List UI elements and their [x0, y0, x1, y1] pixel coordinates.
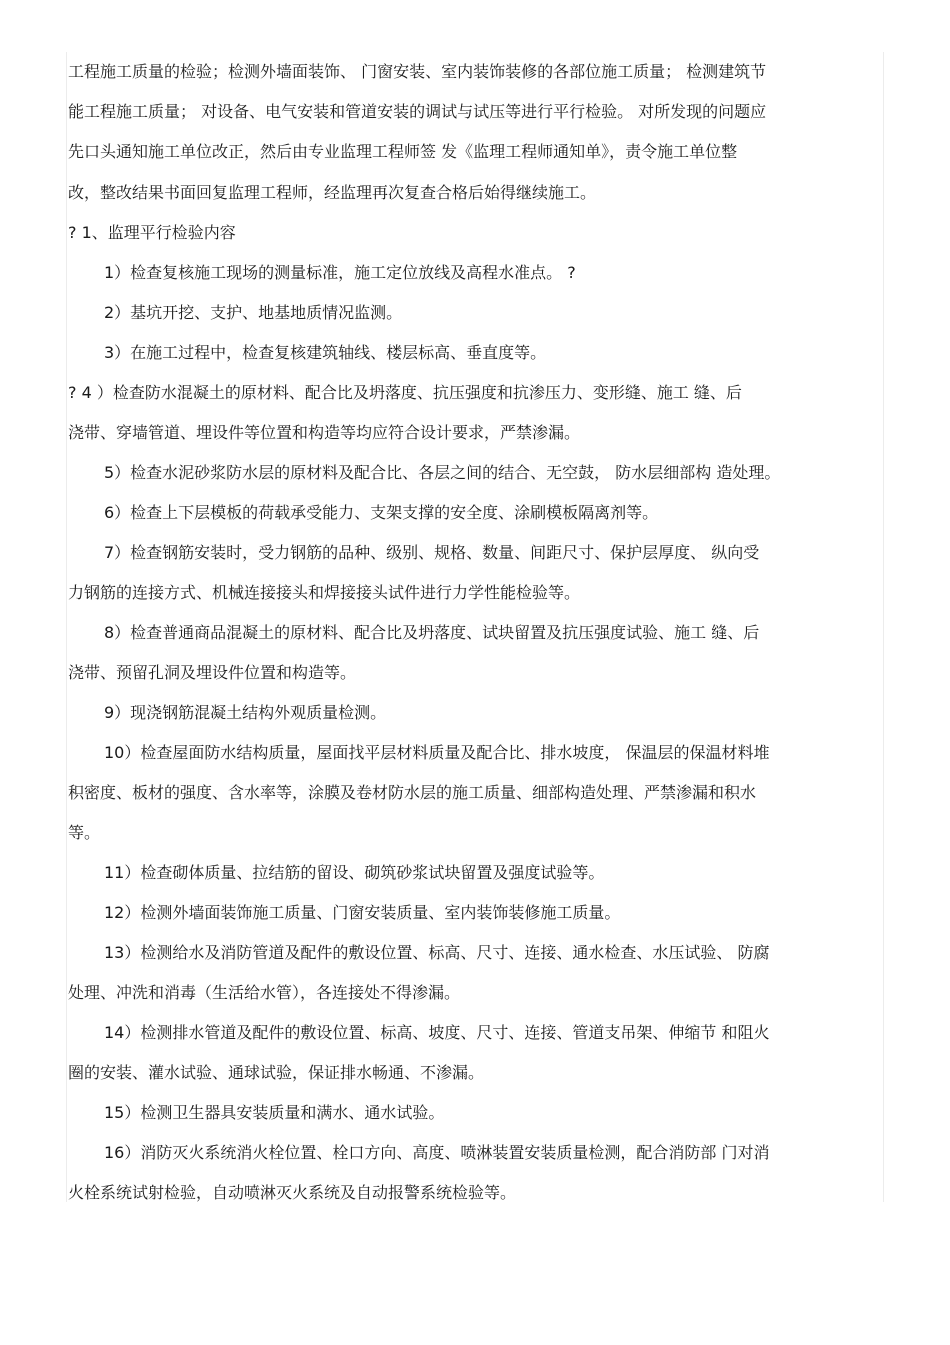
list-item: 8）检查普通商品混凝土的原材料、配合比及坍落度、试块留置及抗压强度试验、施工 缝、后 [104, 623, 760, 642]
list-item: 5）检查水泥砂浆防水层的原材料及配合比、各层之间的结合、无空鼓， 防水层细部构 造处理。 [104, 463, 781, 482]
list-item: 9）现浇钢筋混凝土结构外观质量检测。 [104, 703, 387, 722]
list-item: 1）检查复核施工现场的测量标准，施工定位放线及高程水准点。 ? [104, 263, 576, 282]
text-line: 改，整改结果书面回复监理工程师，经监理再次复查合格后始得继续施工。 [68, 183, 597, 202]
list-item: 6）检查上下层模板的荷载承受能力、支架支撑的安全度、涂刷模板隔离剂等。 [104, 503, 659, 522]
list-item-continuation: 圈的安装、灌水试验、通球试验，保证排水畅通、不渗漏。 [68, 1063, 485, 1082]
list-item-continuation: 积密度、板材的强度、含水率等，涂膜及卷材防水层的施工质量、细部构造处理、严禁渗漏和积水 [68, 783, 757, 802]
list-item: 3）在施工过程中，检查复核建筑轴线、楼层标高、垂直度等。 [104, 343, 547, 362]
section-heading: ? 1、监理平行检验内容 [68, 223, 236, 242]
list-item-continuation: 火栓系统试射检验，自动喷淋灭火系统及自动报警系统检验等。 [68, 1183, 517, 1202]
text-line: 工程施工质量的检验；检测外墙面装饰、 门窗安装、室内装饰装修的各部位施工质量； 检测建筑节 [68, 62, 767, 81]
list-item: 10）检查屋面防水结构质量，屋面找平层材料质量及配合比、排水坡度， 保温层的保温材料堆 [104, 743, 770, 762]
list-item: 11）检查砌体质量、拉结筋的留设、砌筑砂浆试块留置及强度试验等。 [104, 863, 605, 882]
list-item-continuation: 浇带、穿墙管道、埋设件等位置和构造等均应符合设计要求，严禁渗漏。 [68, 423, 581, 442]
list-item: 16）消防灭火系统消火栓位置、栓口方向、高度、喷淋装置安装质量检测，配合消防部 门对消 [104, 1143, 770, 1162]
list-item-continuation: 处理、冲洗和消毒（生活给水管），各连接处不得渗漏。 [68, 983, 461, 1002]
list-item: ? 4 ）检查防水混凝土的原材料、配合比及坍落度、抗压强度和抗渗压力、变形缝、施工 缝、后 [68, 383, 742, 402]
list-item: 7）检查钢筋安装时，受力钢筋的品种、级别、规格、数量、间距尺寸、保护层厚度、 纵向受 [104, 543, 760, 562]
list-item-continuation: 浇带、预留孔洞及埋设件位置和构造等。 [68, 663, 357, 682]
list-item: 2）基坑开挖、支护、地基地质情况监测。 [104, 303, 403, 322]
list-item: 13）检测给水及消防管道及配件的敷设位置、标高、尺寸、连接、通水检查、水压试验、 防腐 [104, 943, 770, 962]
list-item: 12）检测外墙面装饰施工质量、门窗安装质量、室内装饰装修施工质量。 [104, 903, 621, 922]
list-item: 15）检测卫生器具安装质量和满水、通水试验。 [104, 1103, 445, 1122]
list-item-continuation: 力钢筋的连接方式、机械连接接头和焊接接头试件进行力学性能检验等。 [68, 583, 581, 602]
text-line: 能工程施工质量； 对设备、电气安装和管道安装的调试与试压等进行平行检验。 对所发现的问题应 [68, 102, 767, 121]
list-item: 14）检测排水管道及配件的敷设位置、标高、坡度、尺寸、连接、管道支吊架、伸缩节 和阻火 [104, 1023, 770, 1042]
text-line: 先口头通知施工单位改正，然后由专业监理工程师签 发《监理工程师通知单》，责令施工单位整 [68, 142, 738, 161]
list-item-continuation: 等。 [68, 823, 101, 842]
